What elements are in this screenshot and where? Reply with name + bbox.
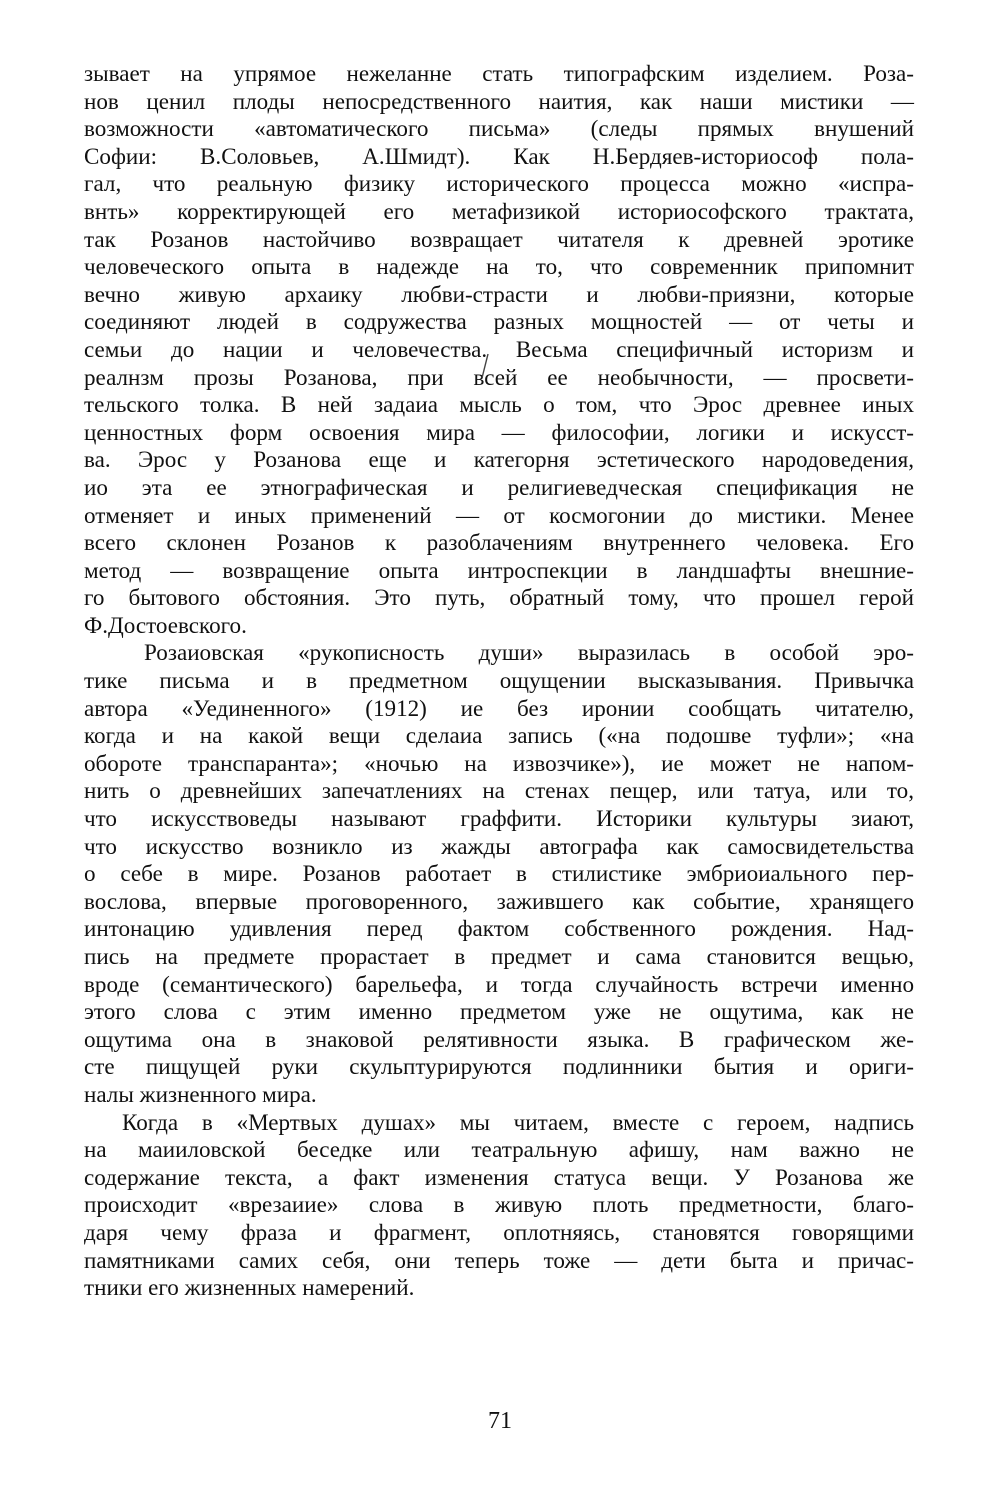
text-line: когда и на какой вещи сделаиа запись («на подошве туфли»; «на	[84, 722, 914, 749]
text-line: соединяют людей в содружества разных мощностей — от четы и	[84, 308, 914, 335]
text-line: Софии: В.Соловьев, А.Шмидт). Как Н.Бердяев-историософ пола-	[84, 142, 914, 169]
paragraph-2	[84, 639, 914, 1108]
text-line: на маииловской беседке или театральную афишу, нам важно не	[84, 1136, 914, 1163]
text-line: семьи до нации и человечества. Весьма специфичный историзм и	[84, 335, 914, 362]
text-line: интонацию удивления перед фактом собственного рождения. Над-	[84, 915, 914, 942]
text-line: возможности «автоматического письма» (следы прямых внушений	[84, 115, 914, 142]
text-line: ощутима она в знаковой релятивности языка. В графическом же-	[84, 1025, 914, 1052]
text-line: зывает на упрямое нежеланне стать типографским изделием. Роза-	[84, 60, 914, 86]
text-line: всего склонен Розанов к разоблачениям внутреннего человека. Его	[84, 529, 914, 556]
text-line: о себе в мире. Розанов работает в стилистике эмбриоиального пер-	[84, 860, 914, 887]
paragraph-1	[84, 60, 914, 639]
text-line: сте пищущей руки скульптурируются подлинники бытия и ориги-	[84, 1053, 914, 1080]
text-line: Розаиовская «рукописность души» выразилась в особой эро-	[144, 639, 914, 666]
text-line: тельского толка. В ней задаиа мысль о том, что Эрос древнее иных	[84, 391, 914, 418]
pencil-mark-icon	[478, 352, 508, 380]
text-line: реалнзм прозы Розанова, при всей ее необычности, — просвети-	[84, 363, 914, 390]
text-line: так Розанов настойчиво возвращает читателя к древней эротике	[84, 225, 914, 252]
text-line: вечно живую архаику любви-страсти и любви-приязни, которые	[84, 280, 914, 307]
text-line: обороте транспаранта»; «ночью на извозчике»), ие может не напом-	[84, 749, 914, 776]
text-line: тники его жизненных намерений.	[84, 1274, 415, 1301]
page-number: 71	[488, 1408, 512, 1434]
page-body	[84, 60, 914, 1302]
text-line: го бытового обстояния. Это путь, обратный тому, что прошел герой	[84, 584, 914, 611]
text-line: Ф.Достоевского.	[84, 611, 247, 638]
text-line: вроде (семантического) барельефа, и тогда случайность встречи именно	[84, 970, 914, 997]
text-line: ценностных форм освоения мира — философии, логики и искусст-	[84, 418, 914, 445]
text-line: гал, что реальную физику исторического процесса можно «испра-	[84, 170, 914, 197]
text-line: налы жизненного мира.	[84, 1080, 317, 1107]
text-line: что искусствоведы называют граффити. Историки культуры зиают,	[84, 805, 914, 832]
text-line: нов ценил плоды непосредственного наития, как наши мистики —	[84, 87, 914, 114]
text-line: происходит «врезаиие» слова в живую плоть предметности, благо-	[84, 1191, 914, 1218]
text-line: внть» корректирующей его метафизикой историософского трактата,	[84, 197, 914, 224]
text-line: тике письма и в предметном ощущении высказывания. Привычка	[84, 667, 914, 694]
text-line: вослова, впервые проговоренного, зажившего как событие, хранящего	[84, 887, 914, 914]
text-line: человеческого опыта в надежде на то, что современник припомнит	[84, 253, 914, 280]
text-line: метод — возвращение опыта интроспекции в ландшафты внешние-	[84, 556, 914, 583]
text-line: отменяет и иных применений — от космогонии до мистики. Менее	[84, 501, 914, 528]
text-line: автора «Уединенного» (1912) ие без иронии сообщать читателю,	[84, 694, 914, 721]
text-line: даря чему фраза и фрагмент, оплотняясь, становятся говорящими	[84, 1218, 914, 1245]
text-line: этого слова с этим именно предметом уже не ощутима, как не	[84, 998, 914, 1025]
text-line: пись на предмете прорастает в предмет и сама становится вещью,	[84, 943, 914, 969]
paragraph-3	[84, 1109, 914, 1302]
text-line: содержание текста, а факт изменения статуса вещи. У Розанова же	[84, 1163, 914, 1190]
text-line: ио эта ее этнографическая и религиеведческая спецификация не	[84, 473, 914, 500]
text-line: что искусство возникло из жажды автографа как самосвидетельства	[84, 832, 914, 859]
text-line: Когда в «Мертвых душах» мы читаем, вместе с героем, надпись	[122, 1108, 914, 1135]
text-line: ва. Эрос у Розанова еще и категорня эстетического народоведения,	[84, 446, 914, 473]
text-line: нить о древнейших запечатлениях на стенах пещер, или татуа, или то,	[84, 777, 914, 804]
text-line: памятниками самих себя, они теперь тоже — дети быта и причас-	[84, 1246, 914, 1273]
